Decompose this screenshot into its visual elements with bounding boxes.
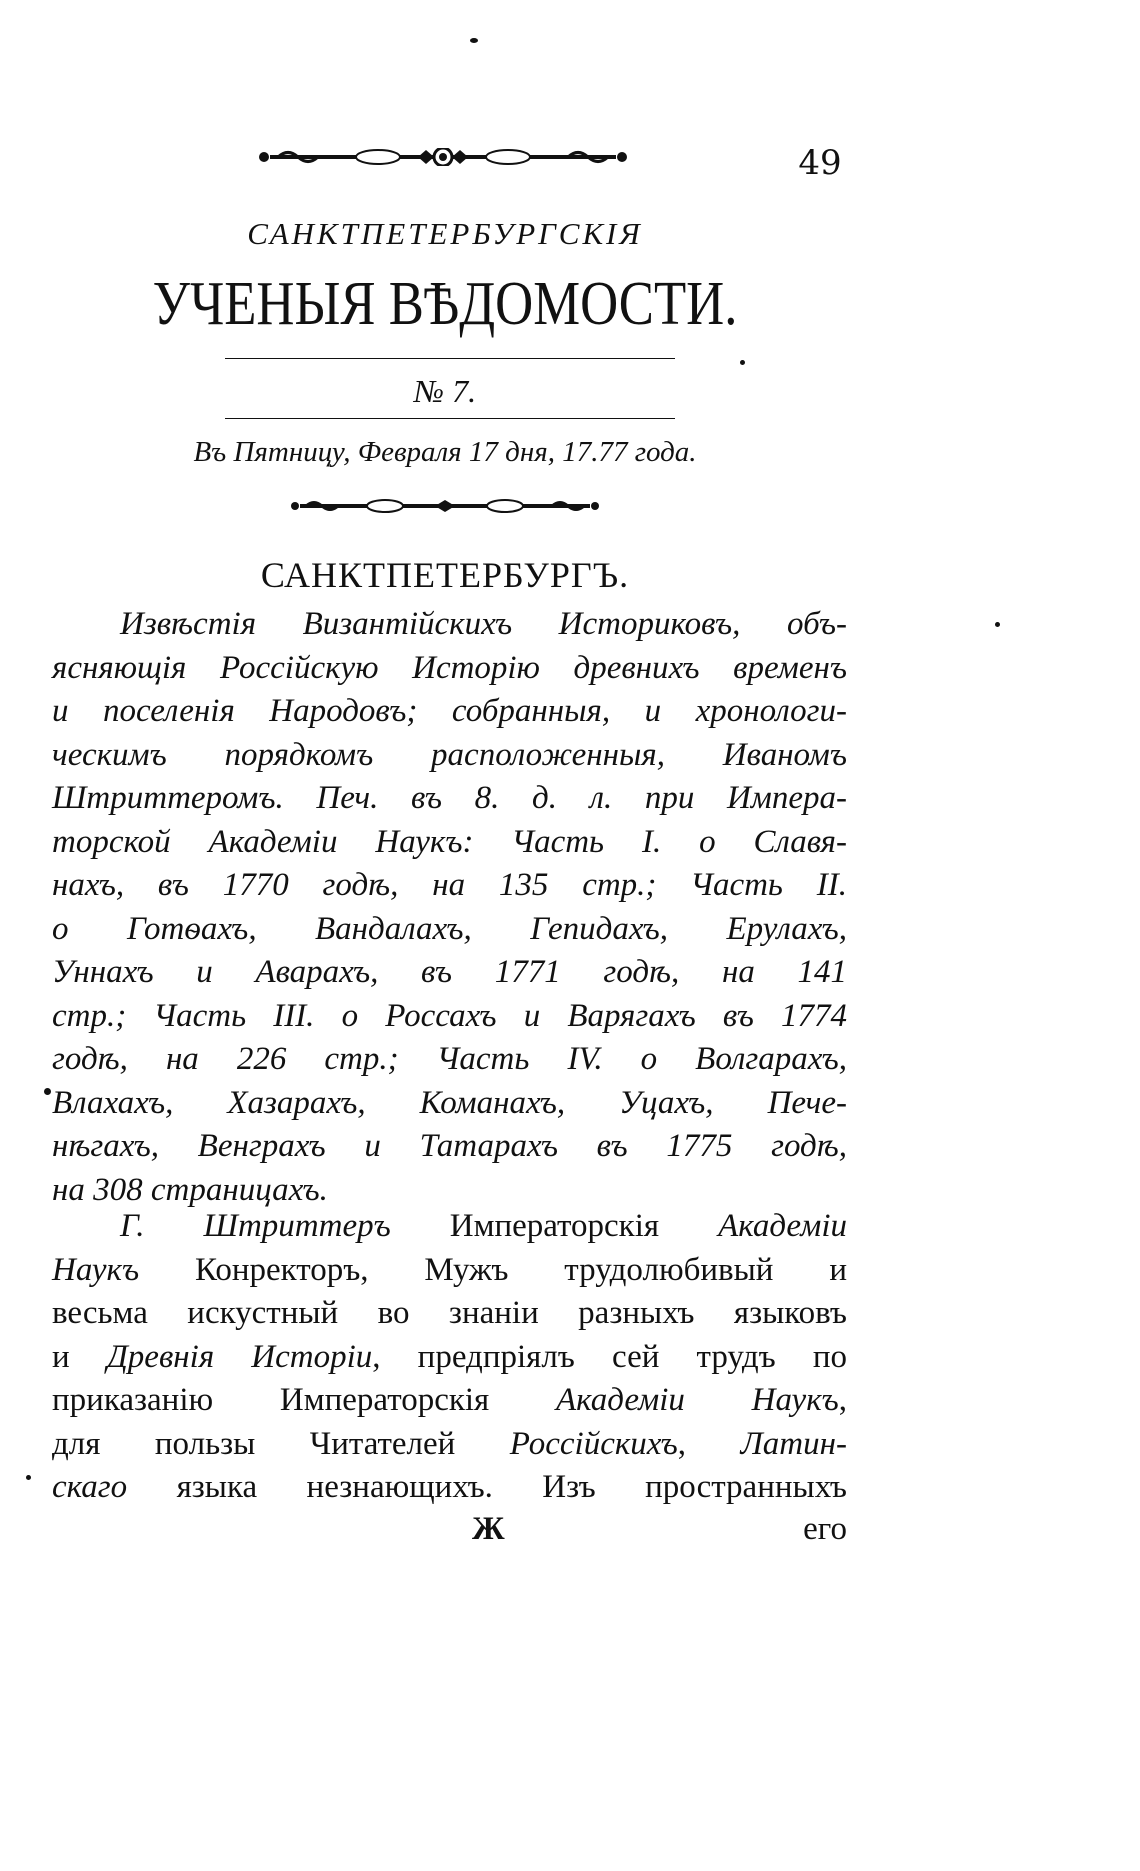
ink-speck	[995, 622, 1000, 627]
text-run: ,	[677, 1425, 741, 1462]
catchword: его	[803, 1511, 847, 1547]
divider-rule	[225, 418, 675, 419]
text-line	[52, 1205, 847, 1249]
text-run: Академіи	[718, 1208, 847, 1244]
text-run: приказанію Императорскія	[52, 1382, 556, 1418]
text-line: ческимъ порядкомъ расположенныя, Иваномъ	[52, 736, 847, 773]
person-name: Г. Штриттеръ	[120, 1208, 391, 1244]
text-line: ясняющія Россійскую Исторію древнихъ временъ	[52, 649, 847, 686]
text-line: и поселенія Народовъ; собранныя, и хронологи-	[52, 693, 847, 729]
text-line: на 308 страницахъ.	[52, 1171, 328, 1208]
text-run: Древнія Исторіи	[106, 1338, 373, 1375]
issue-number: № 7.	[413, 373, 477, 409]
text-line: годѣ, на 226 стр.; Часть IV. о Волгарахъ,	[52, 1041, 847, 1077]
text-run: для пользы Читателей	[52, 1425, 510, 1462]
text-line	[52, 1249, 847, 1293]
ink-speck	[740, 360, 745, 365]
article-paragraph-2	[52, 1205, 847, 1510]
divider-rule	[225, 358, 675, 359]
text-line: нахъ, въ 1770 годѣ, на 135 стр.; Часть II.	[52, 867, 847, 903]
ink-speck	[26, 1475, 31, 1480]
text-line: Уннахъ и Аварахъ, въ 1771 годѣ, на 141	[52, 954, 847, 990]
text-line: Влахахъ, Хазарахъ, Команахъ, Уцахъ, Пече-	[52, 1084, 847, 1121]
text-run: Россійскихъ	[509, 1425, 678, 1462]
issue-date: Въ Пятницу, Февраля 17 дня, 17.77 года.	[193, 436, 697, 468]
text-line	[52, 1423, 847, 1467]
text-line	[52, 1466, 847, 1510]
section-heading: САНКТПЕТЕРБУРГЪ.	[260, 555, 630, 595]
text-run: Латин-	[740, 1425, 847, 1462]
signature-mark: Ж	[472, 1511, 505, 1547]
text-line: о Готѳахъ, Вандалахъ, Гепидахъ, Ерулахъ,	[52, 910, 847, 947]
text-run: Конректоръ, Мужъ трудолюбивый и	[139, 1251, 847, 1288]
text-line	[52, 1379, 847, 1423]
ink-speck	[44, 1088, 51, 1095]
text-run: ,	[838, 1382, 848, 1418]
text-run: скаго	[52, 1469, 128, 1505]
ornament-top-icon	[258, 148, 628, 166]
text-run: , предпріялъ сей трудъ по	[372, 1338, 847, 1375]
text-run: языка незнающихъ. Изъ пространныхъ	[127, 1469, 847, 1505]
publication-subtitle: САНКТПЕТЕРБУРГСКІЯ	[247, 216, 643, 251]
page-footer	[52, 1507, 847, 1551]
text-run: Наукъ	[52, 1251, 140, 1288]
text-line: Штриттеромъ. Печ. въ 8. д. л. при Импера-	[52, 780, 847, 816]
ornament-divider-icon	[290, 498, 600, 514]
text-line	[52, 1336, 847, 1380]
page-number: 49	[798, 143, 842, 183]
publication-title: УЧЕНЫЯ ВѢДОМОСТИ.	[152, 270, 738, 338]
ink-speck	[470, 38, 478, 43]
text-line: нѣгахъ, Венграхъ и Татарахъ въ 1775 годѣ,	[52, 1128, 847, 1164]
text-line: Извѣстія Византійскихъ Историковъ, объ-	[120, 606, 847, 642]
text-run: и	[52, 1338, 107, 1375]
text-line: весьма искустный во знаніи разныхъ языковъ	[52, 1295, 847, 1331]
text-line: стр.; Часть III. о Россахъ и Варягахъ въ 1774	[52, 997, 847, 1034]
text-line: торской Академіи Наукъ: Часть I. о Славя-	[52, 823, 847, 860]
text-run: Академіи Наукъ	[555, 1382, 839, 1418]
article-paragraph-1	[52, 603, 847, 1212]
text-run: Императорскія	[390, 1208, 719, 1244]
